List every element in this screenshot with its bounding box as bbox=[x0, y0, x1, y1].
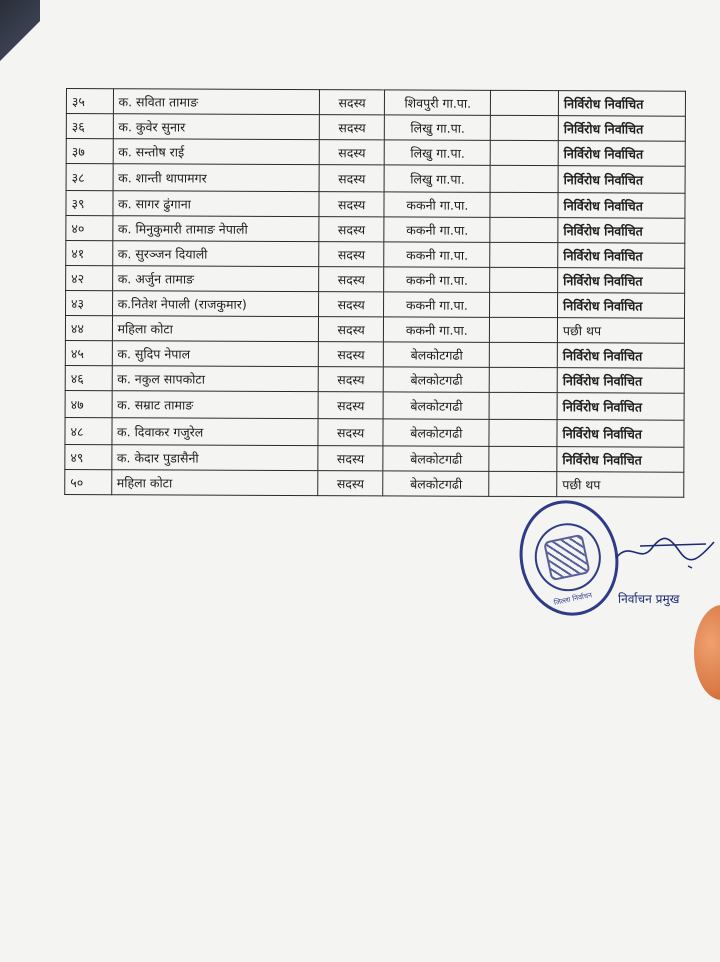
table-row bbox=[66, 241, 685, 269]
municipality: बेलकोटगढी bbox=[383, 471, 489, 496]
result-status: निर्विरोध निर्वाचित bbox=[558, 166, 685, 194]
row-number: ३५ bbox=[66, 89, 113, 114]
candidate-name: क. सविता तामाङ bbox=[113, 89, 319, 115]
municipality: ककनी गा.पा. bbox=[384, 242, 490, 267]
result-status: निर्विरोध निर्वाचित bbox=[558, 218, 685, 244]
post-title: सदस्य bbox=[319, 192, 385, 217]
result-status: निर्विरोध निर्वाचित bbox=[557, 368, 684, 394]
post-title: सदस्य bbox=[318, 267, 384, 292]
post-title: सदस्य bbox=[319, 115, 385, 140]
table-row bbox=[65, 316, 684, 344]
blank-cell bbox=[491, 90, 559, 115]
post-title: सदस्य bbox=[318, 419, 384, 446]
post-title: सदस्य bbox=[319, 165, 385, 192]
table-row bbox=[66, 191, 685, 219]
result-status: निर्विरोध निर्वाचित bbox=[558, 116, 685, 142]
blank-cell bbox=[490, 267, 558, 292]
candidate-name: क. सुदिप नेपाल bbox=[112, 341, 318, 367]
seal-emblem-icon bbox=[543, 534, 590, 581]
table-row bbox=[66, 266, 685, 294]
post-title: सदस्य bbox=[318, 317, 384, 342]
result-status: निर्विरोध निर्वाचित bbox=[557, 293, 684, 319]
candidate-name: क. केदार पुडासैनी bbox=[111, 445, 317, 471]
blank-cell bbox=[489, 471, 557, 496]
municipality: ककनी गा.पा. bbox=[384, 217, 490, 242]
post-title: सदस्य bbox=[319, 90, 385, 115]
candidate-name: महिला कोटा bbox=[111, 470, 317, 496]
row-number: ३७ bbox=[66, 139, 113, 164]
row-number: ५० bbox=[65, 469, 112, 494]
result-status: निर्विरोध निर्वाचित bbox=[557, 393, 684, 421]
election-results-table bbox=[64, 88, 686, 498]
table-row bbox=[66, 164, 685, 194]
candidate-name: क.नितेश नेपाली (राजकुमार) bbox=[112, 291, 318, 317]
blank-cell bbox=[490, 317, 558, 342]
result-status: निर्विरोध निर्वाचित bbox=[557, 343, 684, 369]
table-row bbox=[65, 390, 684, 420]
post-title: सदस्य bbox=[319, 140, 385, 165]
blank-cell bbox=[489, 446, 557, 471]
municipality: लिखु गा.पा. bbox=[385, 140, 491, 165]
municipality: ककनी गा.पा. bbox=[384, 317, 490, 342]
table-row bbox=[65, 417, 684, 447]
post-title: सदस्य bbox=[318, 367, 384, 392]
municipality: लिखु गा.पा. bbox=[385, 165, 491, 192]
result-status: निर्विरोध निर्वाचित bbox=[558, 193, 685, 219]
signature-mark bbox=[610, 520, 720, 580]
row-number: ४२ bbox=[66, 266, 113, 291]
result-status: निर्विरोध निर्वाचित bbox=[558, 243, 685, 269]
row-number: ४३ bbox=[66, 291, 113, 316]
table-row bbox=[66, 216, 685, 244]
municipality: ककनी गा.पा. bbox=[384, 192, 490, 217]
row-number: ३६ bbox=[66, 114, 113, 139]
row-number: ३८ bbox=[66, 164, 113, 191]
blank-cell bbox=[490, 292, 558, 317]
row-number: ४४ bbox=[65, 316, 112, 341]
candidate-name: क. नकुल सापकोटा bbox=[112, 366, 318, 392]
seal-text: जिल्ला निर्वाचन bbox=[553, 591, 593, 608]
table-row bbox=[65, 444, 684, 472]
table-row bbox=[65, 469, 684, 497]
result-status: पछी थप bbox=[557, 472, 684, 498]
blank-cell bbox=[490, 342, 558, 367]
municipality: शिवपुरी गा.पा. bbox=[385, 90, 491, 115]
result-status: निर्विरोध निर्वाचित bbox=[557, 420, 684, 448]
municipality: बेलकोटगढी bbox=[384, 342, 490, 367]
table-row bbox=[66, 139, 685, 167]
candidate-name: महिला कोटा bbox=[112, 316, 318, 342]
candidate-name: क. सुरञ्जन दियाली bbox=[112, 241, 318, 267]
municipality: ककनी गा.पा. bbox=[384, 292, 490, 317]
blank-cell bbox=[489, 392, 557, 419]
municipality: बेलकोटगढी bbox=[383, 446, 489, 471]
post-title: सदस्य bbox=[319, 217, 385, 242]
row-number: ४९ bbox=[65, 444, 112, 469]
table-body bbox=[65, 89, 686, 498]
result-status: निर्विरोध निर्वाचित bbox=[558, 91, 685, 117]
row-number: ४० bbox=[66, 216, 113, 241]
blank-cell bbox=[490, 140, 558, 165]
post-title: सदस्य bbox=[318, 292, 384, 317]
post-title: सदस्य bbox=[318, 342, 384, 367]
blank-cell bbox=[489, 419, 557, 446]
municipality: बेलकोटगढी bbox=[383, 419, 489, 446]
blank-cell bbox=[490, 217, 558, 242]
background-corner bbox=[0, 0, 40, 70]
result-status: निर्विरोध निर्वाचित bbox=[558, 268, 685, 294]
post-title: सदस्य bbox=[318, 471, 384, 496]
candidate-name: क. शान्ती थापामगर bbox=[113, 164, 319, 192]
municipality: लिखु गा.पा. bbox=[385, 115, 491, 140]
result-status: निर्विरोध निर्वाचित bbox=[557, 447, 684, 473]
blank-cell bbox=[490, 165, 558, 192]
blank-cell bbox=[490, 192, 558, 217]
row-number: ४१ bbox=[66, 241, 113, 266]
blank-cell bbox=[491, 115, 559, 140]
municipality: ककनी गा.पा. bbox=[384, 267, 490, 292]
candidate-name: क. अर्जुन तामाङ bbox=[112, 266, 318, 292]
candidate-name: क. सम्राट तामाङ bbox=[112, 391, 318, 419]
row-number: ४८ bbox=[65, 417, 112, 444]
candidate-name: क. दिवाकर गजुरेल bbox=[111, 418, 317, 446]
post-title: सदस्य bbox=[318, 446, 384, 471]
candidate-name: क. मिनुकुमारी तामाङ नेपाली bbox=[112, 216, 318, 242]
municipality: बेलकोटगढी bbox=[384, 367, 490, 392]
table-row bbox=[65, 340, 684, 368]
row-number: ३९ bbox=[66, 191, 113, 216]
result-status: निर्विरोध निर्वाचित bbox=[558, 141, 685, 167]
candidate-name: क. कुवेर सुनार bbox=[113, 114, 319, 140]
table-row bbox=[66, 291, 685, 319]
row-number: ४७ bbox=[65, 390, 112, 417]
municipality: बेलकोटगढी bbox=[384, 392, 490, 419]
post-title: सदस्य bbox=[318, 392, 384, 419]
result-status: पछी थप bbox=[557, 318, 684, 344]
signer-title: निर्वाचन प्रमुख bbox=[618, 592, 680, 606]
blank-cell bbox=[490, 242, 558, 267]
table-row bbox=[65, 365, 684, 393]
row-number: ४५ bbox=[65, 340, 112, 365]
candidate-name: क. सागर ढुंगाना bbox=[112, 191, 318, 217]
row-number: ४६ bbox=[65, 365, 112, 390]
post-title: सदस्य bbox=[319, 242, 385, 267]
candidate-name: क. सन्तोष राई bbox=[113, 139, 319, 165]
table-row bbox=[66, 114, 685, 142]
table-row bbox=[66, 89, 685, 117]
finger-in-frame bbox=[694, 605, 720, 700]
blank-cell bbox=[489, 367, 557, 392]
